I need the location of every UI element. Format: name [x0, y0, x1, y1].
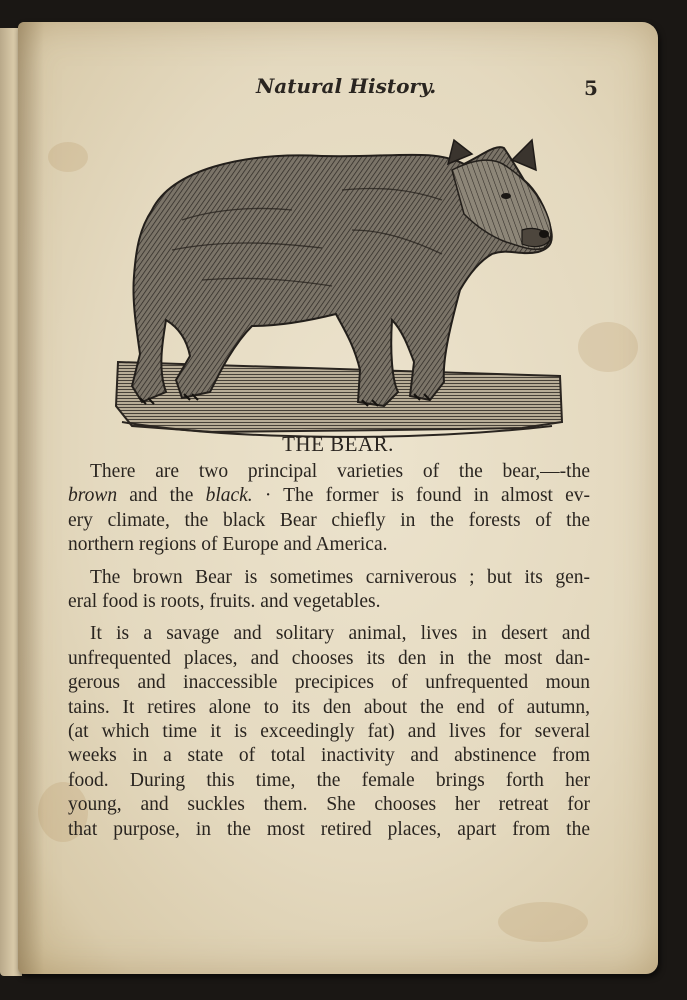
text-line: tains. It retires alone to its den about the end of autumn,: [68, 696, 590, 718]
bear-nose: [539, 230, 549, 238]
text-line: [68, 484, 590, 508]
paragraph-1: [68, 460, 590, 558]
page-number: 5: [584, 76, 598, 100]
paper-stain: [48, 142, 88, 172]
text-fragment: · The former is found in almost ev-: [252, 485, 591, 507]
paper-stain: [578, 322, 638, 372]
book-page: [18, 22, 658, 974]
paragraph-3: [68, 622, 590, 842]
figure-caption: THE BEAR.: [282, 432, 394, 456]
text-line: young, and suckles them. She chooses her retreat for: [68, 794, 590, 816]
italic-word-black: black.: [205, 485, 253, 507]
text-line: northern regions of Europe and America.: [68, 534, 388, 556]
text-line: that purpose, in the most retired places, apart from the: [68, 818, 590, 840]
text-line: gerous and inaccessible precipices of unfrequented moun: [68, 672, 590, 694]
text-line: There are two principal varieties of the bear,—-the: [90, 461, 590, 482]
text-line: It is a savage and solitary animal, lives in desert and: [90, 623, 590, 645]
text-line: ery climate, the black Bear chiefly in the forests of the: [68, 509, 590, 531]
running-title: Natural History.: [256, 74, 437, 98]
text-fragment: and the: [117, 485, 206, 507]
bear-ear-left: [448, 140, 472, 164]
text-line: (at which time it is exceedingly fat) and lives for several: [68, 721, 590, 743]
paragraph-2: [68, 566, 590, 615]
bear-woodcut-illustration: [92, 130, 568, 446]
text-line: The brown Bear is sometimes carniverous ; but its gen-: [90, 566, 590, 588]
text-line: unfrequented places, and chooses its den in the most dan-: [68, 647, 590, 669]
text-line: eral food is roots, fruits. and vegetables.: [68, 591, 381, 613]
text-line: food. During this time, the female brings forth her: [68, 769, 590, 791]
text-line: weeks in a state of total inactivity and abstinence from: [68, 745, 590, 767]
article-body: [68, 460, 590, 850]
bear-eye: [501, 193, 511, 199]
paper-stain: [498, 902, 588, 942]
page-header: [18, 74, 658, 108]
italic-word-brown: brown: [68, 485, 118, 507]
